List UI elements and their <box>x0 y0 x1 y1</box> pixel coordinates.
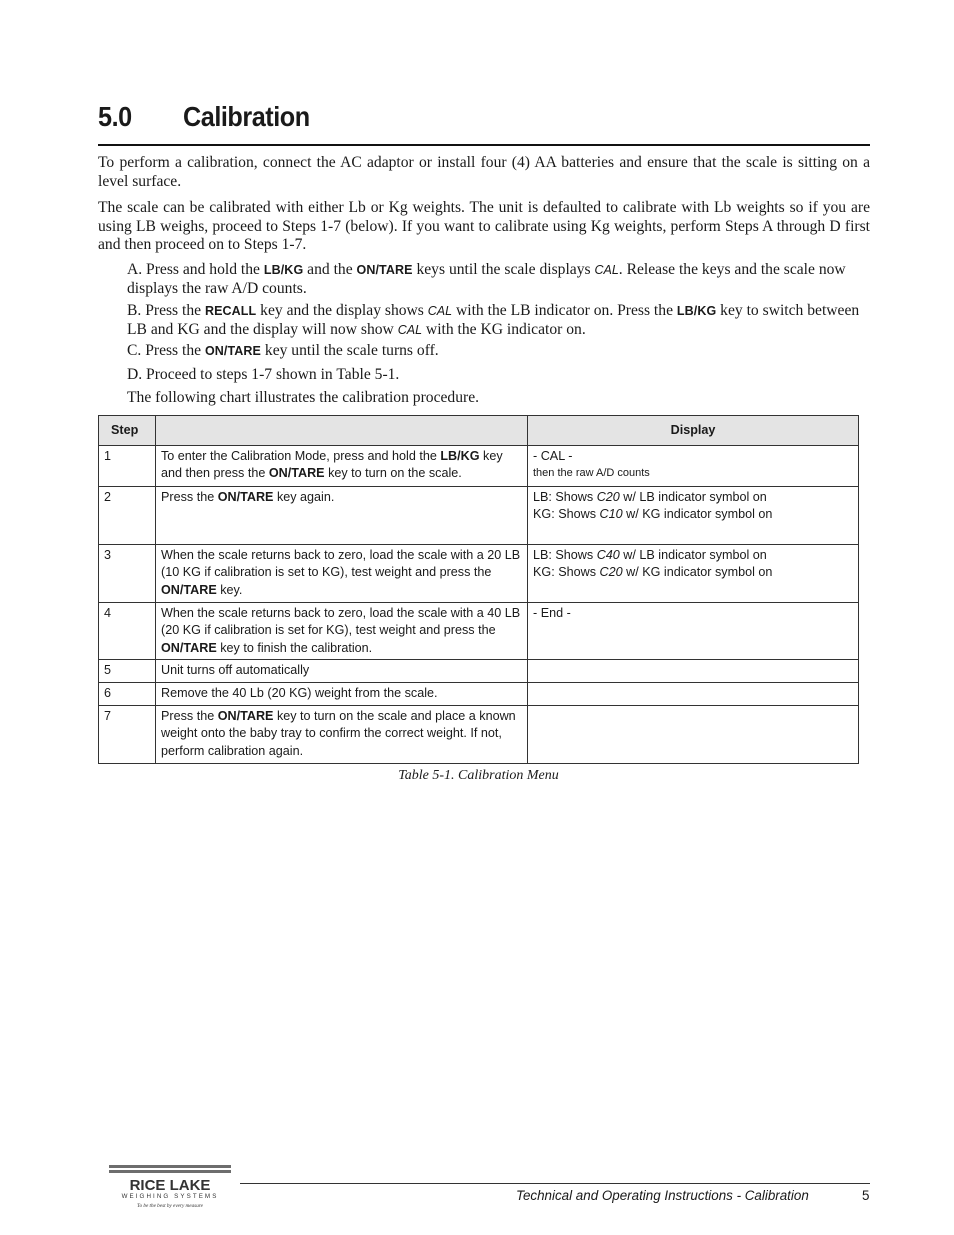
logo-wordmark: RICE LAKE <box>129 1177 211 1194</box>
section-heading <box>98 98 870 146</box>
display-note: then the raw A/D counts <box>533 467 650 480</box>
step-b-text: with the LB indicator on. Press the <box>452 302 677 319</box>
footer-doc-title: Technical and Operating Instructions - Calibration <box>516 1188 809 1203</box>
header-display: Display <box>528 416 859 446</box>
step-b-text: key and the display shows <box>256 302 428 319</box>
step-action <box>156 545 528 603</box>
step-a-text: and the <box>303 261 357 278</box>
display-code: C10 <box>599 507 623 522</box>
step-number: 6 <box>99 683 156 706</box>
display-cal: CAL <box>427 304 453 318</box>
step-c <box>127 342 870 361</box>
display-lb-line <box>533 547 853 564</box>
table-header-row <box>99 416 859 446</box>
step-c-text: C. Press the <box>127 342 205 359</box>
display-text: - CAL - <box>533 449 573 463</box>
table-row <box>99 603 859 660</box>
display-cal: CAL <box>397 322 423 337</box>
display-kg-line <box>533 506 853 523</box>
table-caption: Table 5-1. Calibration Menu <box>398 768 559 783</box>
step-b-text: with the KG indicator on. <box>422 320 586 338</box>
ontare-key-label: ON/TARE <box>161 640 217 655</box>
step-display <box>528 660 859 683</box>
display-text: LB: Shows <box>533 490 597 504</box>
step-display <box>528 545 859 603</box>
display-code: C20 <box>599 565 623 580</box>
step-action <box>156 660 528 683</box>
display-text: w/ LB indicator symbol on <box>619 548 767 562</box>
logo-tagline: To be the best by every measure <box>137 1203 203 1209</box>
ontare-key-label: ON/TARE <box>217 490 274 504</box>
lbkg-key-label: LB/KG <box>676 304 717 318</box>
step-display <box>528 603 859 660</box>
step-display <box>528 487 859 545</box>
display-text: KG: Shows <box>533 507 600 522</box>
action-text: key to finish the calibration. <box>216 640 373 655</box>
step-display <box>528 706 859 764</box>
action-text: Unit turns off automatically <box>161 663 310 677</box>
rice-lake-logo <box>107 1165 233 1210</box>
step-number: 3 <box>99 545 156 603</box>
step-a-text: . Release the keys and the scale now displays the raw A/D counts. <box>127 261 846 297</box>
intro-paragraph-2: The scale can be calibrated with either Lb or Kg weights. The unit is defaulted to calibrate with Lb weights so if you are using LB weighs, proceed to Steps 1-7 (below). If you want to calibrate using Kg weights, perform Steps A through D first and then proceed on to Steps 1-7. <box>98 199 870 253</box>
logo-subtitle: WEIGHING SYSTEMS <box>121 1193 219 1200</box>
display-code: C40 <box>596 548 620 562</box>
action-text: Remove the 40 Lb (20 KG) weight from the scale. <box>161 686 438 700</box>
display-code: C20 <box>596 490 620 504</box>
step-b-text: B. Press the <box>127 302 205 319</box>
display-kg-line <box>533 564 853 581</box>
step-display <box>528 683 859 706</box>
step-display <box>528 446 859 487</box>
ontare-key-label: ON/TARE <box>161 582 217 597</box>
table-row <box>99 487 859 545</box>
display-lb-line <box>533 489 853 506</box>
ontare-key-label: ON/TARE <box>204 344 261 358</box>
step-action <box>156 603 528 660</box>
lbkg-key-label: LB/KG <box>263 263 304 277</box>
step-c-text: key until the scale turns off. <box>261 342 439 359</box>
step-number: 5 <box>99 660 156 683</box>
calibration-table <box>98 415 859 764</box>
step-number: 7 <box>99 706 156 764</box>
step-a-text: A. Press and hold the <box>127 261 264 278</box>
step-a <box>127 261 870 297</box>
step-action <box>156 706 528 764</box>
intro-paragraph-1: To perform a calibration, connect the AC adaptor or install four (4) AA batteries and ensure that the scale is sitting on a level surface. <box>98 154 870 190</box>
step-b-text: key to switch between LB and KG and the display will now show <box>127 302 860 338</box>
display-text: w/ LB indicator symbol on <box>619 490 767 504</box>
step-action <box>156 446 528 487</box>
lbkg-key-label: LB/KG <box>440 449 480 463</box>
step-d-text: D. Proceed to steps 1-7 shown in Table 5-1. <box>127 366 400 383</box>
step-action <box>156 683 528 706</box>
table-row <box>99 683 859 706</box>
display-text: LB: Shows <box>533 548 597 562</box>
action-text: key to turn on the scale. <box>324 466 462 481</box>
section-title: Calibration <box>183 101 310 132</box>
footer-divider <box>240 1183 870 1184</box>
ontare-key-label: ON/TARE <box>268 466 325 481</box>
ontare-key-label: ON/TARE <box>356 263 413 277</box>
step-b <box>127 302 870 339</box>
header-action <box>156 416 528 446</box>
ontare-key-label: ON/TARE <box>217 709 274 723</box>
display-text: - End - <box>533 606 571 620</box>
step-d <box>127 366 870 384</box>
action-text: key. <box>216 582 243 597</box>
header-step: Step <box>99 416 156 446</box>
display-text: w/ KG indicator symbol on <box>622 565 773 580</box>
step-number: 2 <box>99 487 156 545</box>
page-number: 5 <box>862 1188 870 1203</box>
step-number: 4 <box>99 603 156 660</box>
display-text: KG: Shows <box>533 565 600 580</box>
action-text: key to turn on the scale and place a known weight onto the baby tray to confirm the correct weight. If not, perform calibration again. <box>161 709 516 758</box>
recall-key-label: RECALL <box>204 304 257 318</box>
step-action <box>156 487 528 545</box>
action-text: Press the <box>161 709 218 723</box>
display-text: w/ KG indicator symbol on <box>622 507 773 522</box>
table-row <box>99 545 859 603</box>
step-number: 1 <box>99 446 156 487</box>
action-text: When the scale returns back to zero, load the scale with a 20 LB (10 KG if calibration is set to KG), test weight and press the <box>161 548 521 580</box>
action-text: Press the <box>161 490 218 504</box>
section-number: 5.0 <box>98 101 132 132</box>
action-text: To enter the Calibration Mode, press and hold the <box>161 449 441 463</box>
step-a-text: keys until the scale displays <box>412 261 595 278</box>
action-text: key and then press the <box>161 449 503 481</box>
display-cal: CAL <box>594 263 619 277</box>
chart-intro: The following chart illustrates the calibration procedure. <box>127 389 480 406</box>
table-row <box>99 706 859 764</box>
action-text: When the scale returns back to zero, load the scale with a 40 LB (20 KG if calibration is set for KG), test weight and press the <box>161 606 521 638</box>
action-text: key again. <box>273 490 335 504</box>
table-row <box>99 446 859 487</box>
table-row <box>99 660 859 683</box>
